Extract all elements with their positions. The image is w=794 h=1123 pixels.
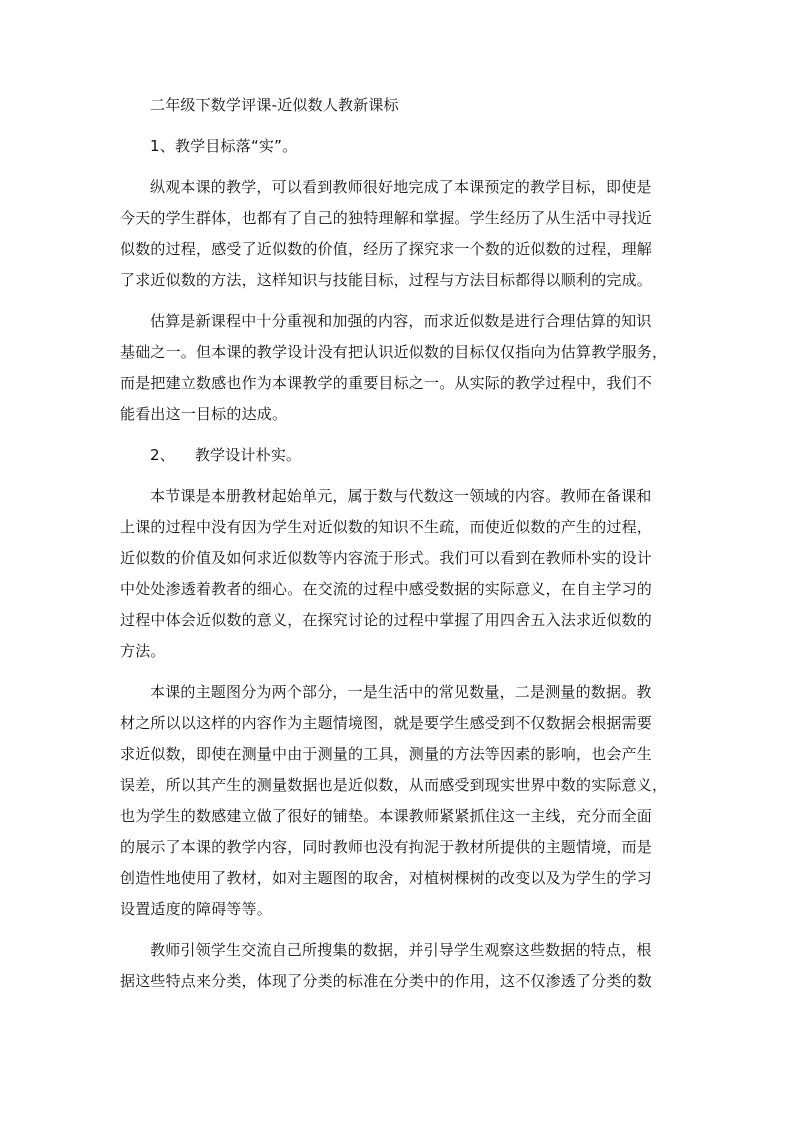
text-line: 创造性地使用了教材，如对主题图的取舍，对植树棵树的改变以及为学生的学习 xyxy=(120,869,653,887)
text-line: 今天的学生群体，也都有了自己的独特理解和掌握。学生经历了从生活中寻找近 xyxy=(120,209,653,227)
text-line: 纵观本课的教学，可以看到教师很好地完成了本课预定的教学目标，即使是 xyxy=(150,178,652,196)
text-line: 近似数的价值及如何求近似数等内容流于形式。我们可以看到在教师朴实的设计 xyxy=(120,549,653,567)
spacer xyxy=(120,121,680,131)
spacer xyxy=(120,471,680,481)
section-2-heading: 2、 教学设计朴实。 xyxy=(150,446,302,464)
text-line: 了求近似数的方法，这样知识与技能目标，过程与方法目标都得以顺利的完成。 xyxy=(120,271,653,289)
text-line: 过程中体会近似数的意义，在探究讨论的过程中掌握了用四舍五入法求近似数的 xyxy=(120,611,653,629)
paragraph xyxy=(120,172,680,296)
text-line: 教师引领学生交流自己所搜集的数据，并引导学生观察这些数据的特点，根 xyxy=(150,941,652,959)
text-line: 设置适度的障碍等等。 xyxy=(120,900,273,918)
text-line: 据这些特点来分类，体现了分类的标准在分类中的作用，这不仅渗透了分类的数 xyxy=(120,972,653,990)
spacer xyxy=(120,296,680,306)
document-body xyxy=(120,90,680,997)
text-line: 本课的主题图分为两个部分，一是生活中的常见数量，二是测量的数据。教 xyxy=(150,683,652,701)
text-line: 方法。 xyxy=(120,642,166,660)
text-line: 中处处渗透着教者的细心。在交流的过程中感受数据的实际意义，在自主学习的 xyxy=(120,580,653,598)
text-line: 而是把建立数感也作为本课教学的重要目标之一。从实际的教学过程中，我们不 xyxy=(120,374,653,392)
paragraph xyxy=(120,935,680,997)
spacer xyxy=(120,667,680,677)
text-line: 基础之一。但本课的教学设计没有把认识近似数的目标仅仅指向为估算教学服务， xyxy=(120,343,668,361)
text-line: 能看出这一目标的达成。 xyxy=(120,405,288,423)
text-line: 求近似数，即使在测量中由于测量的工具，测量的方法等因素的影响，也会产生 xyxy=(120,745,653,763)
text-line: 似数的过程，感受了近似数的价值，经历了探究求一个数的近似数的过程，理解 xyxy=(120,240,653,258)
spacer xyxy=(120,430,680,440)
section-1-heading: 1、教学目标落“实”。 xyxy=(150,137,298,155)
spacer xyxy=(120,162,680,172)
paragraph xyxy=(120,481,680,667)
text-line: 的展示了本课的教学内容，同时教师也没有拘泥于教材所提供的主题情境，而是 xyxy=(120,838,653,856)
text-line: 上课的过程中没有因为学生对近似数的知识不生疏，而使近似数的产生的过程， xyxy=(120,518,653,536)
text-line: 材之所以以这样的内容作为主题情境图，就是要学生感受到不仅数据会根据需要 xyxy=(120,714,653,732)
text-line: 本节课是本册教材起始单元，属于数与代数这一领域的内容。教师在备课和 xyxy=(150,487,652,505)
text-line: 误差，所以其产生的测量数据也是近似数，从而感受到现实世界中数的实际意义， xyxy=(120,776,668,794)
document-title: 二年级下数学评课-近似数人教新课标 xyxy=(150,96,399,114)
spacer xyxy=(120,925,680,935)
text-line: 也为学生的数感建立做了很好的铺垫。本课教师紧紧抓住这一主线，充分而全面 xyxy=(120,807,653,825)
paragraph xyxy=(120,306,680,430)
paragraph xyxy=(120,677,680,925)
text-line: 估算是新课程中十分重视和加强的内容，而求近似数是进行合理估算的知识 xyxy=(150,312,652,330)
